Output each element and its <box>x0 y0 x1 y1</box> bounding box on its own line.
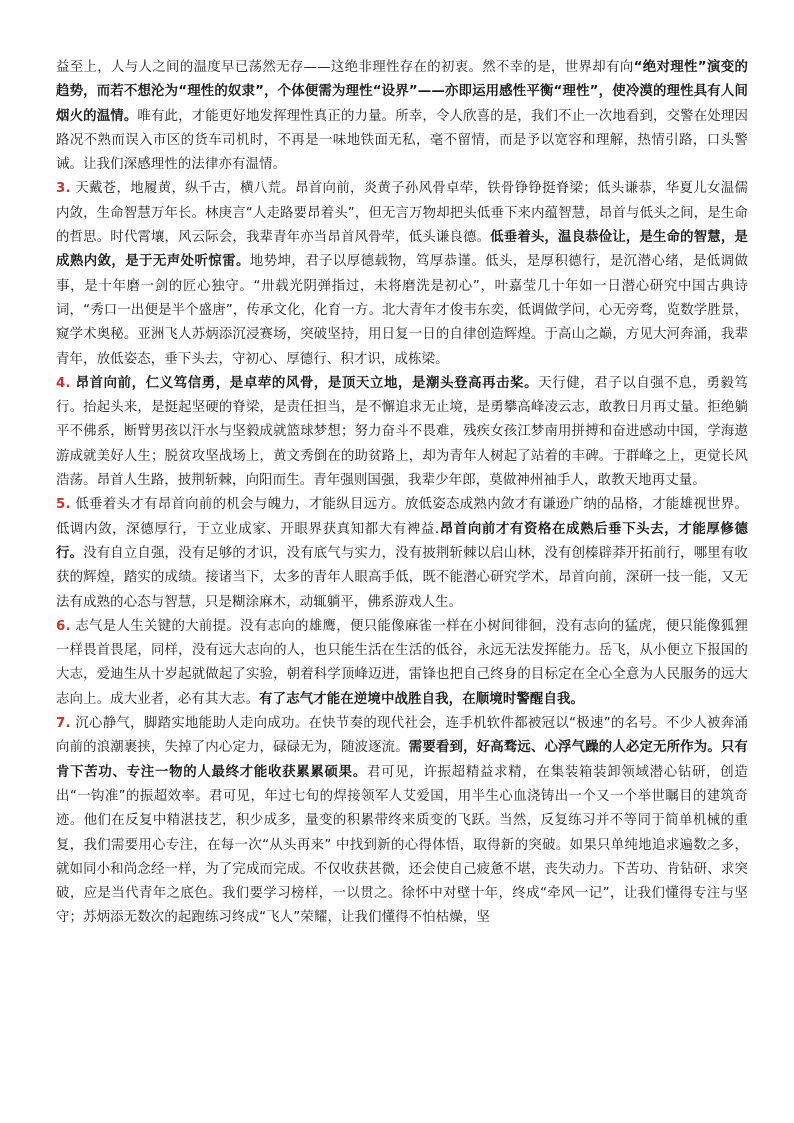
text-segment: 沉心静气，脚踏实地能助人走向成功。在快节奏的现代社会，连手机软件都被冠以“极速”的名号。不少人被奔涌向前的浪潮裹挟，失掉了内心定力，碌碌无为，随波逐流。 <box>56 716 748 756</box>
text-segment: 天行健，君子以自强不息，勇毅笃行。抬起头来，是挺起坚硬的脊梁，是责任担当，是不懈追求无止境，是勇攀高峰凌云志，敢教日月再丈量。拒绝躺平不佛系，断臂男孩以汗水与坚毅成就篮球梦想；努力奋斗不畏难，残疾女孩江梦南用拼搏和奋进感动中国，学海遨游成就美好人生；脱贫攻坚战场上，黄文秀倒在的助贫路上，却为青年人树起了站着的丰碑。于群峰之上，更觉长风浩荡。昂首人生路，披荆斩棘，向阳而生。青年强则国强，我辈少年郎，莫做神州袖手人，敢教天地再丈量。 <box>56 375 748 489</box>
text-segment: 志气是人生关键的大前提。没有志向的雄鹰，便只能像麻雀一样在小树间徘徊，没有志向的猛虎，便只能像狐狸一样畏首畏尾，同样，没有远大志向的人，也只能生活在生活的低谷，永远无法发挥能力。岳飞，从小便立下报国的大志，爱迪生从十岁起就做起了实验，朝着科学顶峰迈进，雷锋也把自己终身的目标定在全心全意为人民服务的远大志向上。成大业者，必有其大志。 <box>56 618 748 707</box>
paragraph <box>56 177 748 371</box>
paragraph-number: 4. <box>56 375 71 391</box>
paragraph <box>56 493 748 614</box>
paragraph-number: 7. <box>56 716 71 732</box>
paragraph <box>56 372 748 493</box>
text-segment: 没有自立自强，没有足够的才识，没有底气与实力，没有披荆斩棘以启山林，没有创榛辟莽开拓前行，哪里有收获的辉煌，踏实的成绩。接诸当下，太多的青年人眼高手低，既不能潜心研究学术，昂首向前，深研一技一能，又无法有成熟的心态与智慧，只是糊涂麻木，动辄躺平，佛系游戏人生。 <box>56 545 748 610</box>
text-segment: 君可见，许振超精益求精，在集装箱装卸领域潜心钻研，创造出“一钩准”的振超效率。君可见，年过七旬的焊接领军人艾爱国，用半生心血浇铸出一个又一个举世瞩目的建筑奇迹。他们在反复中精湛技艺，积少成多，量变的积累带终来质变的飞跃。当然，反复练习并不等同于简单机械的重复，我们需要用心专注，在每一次“从头再来” 中找到新的心得体悟，取得新的突破。如果只单纯地追求遍数之多，就如同小和尚念经一样，为了完成而完成。不仅收获甚微，还会使自己疲惫不堪，丧失动力。下苦功、肯钻研、求突破，应是当代青年之底色。我们要学习榜样，一以贯之。徐怀中对壁十年，终成“牵风一记”，让我们懂得专注与坚守；苏炳添无数次的起跑练习终成“飞人”荣耀，让我们懂得不怕枯燥，坚 <box>56 764 748 926</box>
text-segment: 唯有此，才能更好地发挥理性真正的力量。所幸，令人欣喜的是，我们不止一次地看到，交警在处理因路况不熟而误入市区的货车司机时，不再是一味地铁面无私，毫不留情，而是予以宽容和理解，热情引路，口头警诫。让我们深感理性的法律亦有温情。 <box>56 108 748 173</box>
text-segment: 天戴苍，地履黄，纵千古，横八荒。昂首向前，炎黄子孙风骨卓荦，铁骨铮铮挺脊梁；低头谦恭，华夏儿女温儒内敛，生命智慧万年长。林庚言“人走路要昂着头”，但无言万物却把头低垂下来内蕴智慧，昂首与低头之间，是生命的哲思。时代霄壤，风云际会，我辈青年亦当昂首风骨荦，低头谦良德。 <box>56 181 748 246</box>
bold-text-segment: 昂首向前才有资格在成熟后垂下头去，才能厚修德行。 <box>56 521 748 561</box>
paragraph <box>56 56 748 177</box>
bold-text-segment: “绝对理性”演变的趋势，而若不想沦为“理性的奴隶”，个体便需为理性“设界”——亦即运用感性平衡“理性”，使冷漠的理性具有人间烟火的温情。 <box>56 60 749 124</box>
bold-text-segment: 昂首向前，仁义笃信勇，是卓荦的风骨，是顶天立地，是潮头登高再击桨。 <box>75 375 539 391</box>
bold-text-segment: 低垂着头，温良恭俭让，是生命的智慧，是成熟内敛，是于无声处听惊雷。 <box>56 230 748 270</box>
text-segment: 益至上，人与人之间的温度早已荡然无存——这绝非理性存在的初衷。然不幸的是，世界却有向 <box>56 60 634 75</box>
paragraph-number: 3. <box>56 181 71 197</box>
bold-text-segment: 有了志气才能在逆境中战胜自我，在顺境时警醒自我。 <box>259 691 585 707</box>
text-segment: 低垂着头才有昂首向前的机会与魄力，才能纵目远方。放低姿态成熟内敛才有谦逊广纳的品格，才能雄视世界。低调内敛，深德厚行，于立业成家、开眼界获真知都大有裨益. <box>56 497 748 537</box>
text-segment: 地势坤，君子以厚德载物，笃厚恭谨。低头，是厚积德行，是沉潜心绪，是低调做事，是十年磨一剑的匠心独守。“卅载光阴弹指过，未将磨洗是初心”，叶嘉莹几十年如一日潜心研究中国古典诗词，“秀口一出便是半个盛唐”，传承文化，化育一方。北大青年才俊韦东奕，低调做学问，心无旁骛，览数学胜景，窥学术奥秘。亚洲飞人苏炳添沉浸赛场，突破坚持，用日复一日的自律创造辉煌。于高山之巅，方见大河奔涌，我辈青年，放低姿态，垂下头去，守初心、厚德行、积才识，成栋梁。 <box>56 254 748 367</box>
paragraph <box>56 615 748 712</box>
bold-text-segment: 需要看到，好高骛远、心浮气躁的人必定无所作为。只有肯下苦功、专注一物的人最终才能收获累累硕果。 <box>56 740 748 780</box>
paragraph <box>56 712 748 931</box>
paragraph-number: 6. <box>56 618 71 634</box>
paragraph-number: 5. <box>56 497 71 513</box>
